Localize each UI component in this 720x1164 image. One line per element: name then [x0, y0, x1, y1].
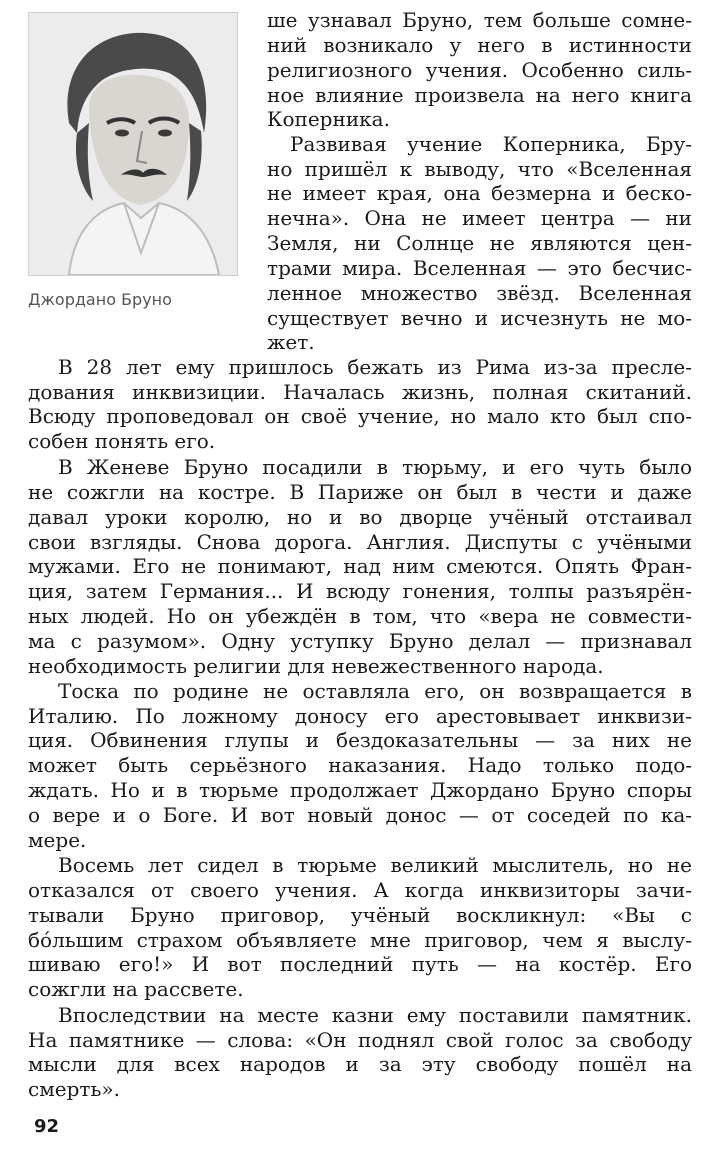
text-line: необходимость религии для невежественного народа. [28, 654, 604, 678]
text-line: не имеет края, она безмерна и беско- [267, 181, 692, 205]
text-line: На памятнике — слова: «Он поднял свой голос за свободу [28, 1028, 692, 1052]
text-line: ждать. Но и в тюрьме продолжает Джордано Бруно споры [28, 778, 692, 802]
text-line: религиозного учения. Особенно силь- [267, 58, 692, 82]
text-line: существует вечно и исчезнуть не мо- [267, 306, 692, 330]
text-line: собен понять его. [28, 429, 216, 453]
text-line: ше узнавал Бруно, тем больше сомне- [267, 8, 692, 32]
text-line: ленное множество звёзд. Вселенная [267, 281, 692, 305]
text-line: ма с разумом». Одну уступку Бруно делал — признавал [28, 629, 692, 653]
text-line: жет. [267, 330, 315, 354]
portrait-figure [28, 12, 238, 276]
text-line: не сожгли на костре. В Париже он был в чести и даже [28, 480, 692, 504]
text-line: бóльшим страхом объявляете мне приговор, чем я выслу- [28, 928, 692, 952]
text-line: Земля, ни Солнце не являются цен- [267, 231, 692, 255]
text-line: нечна». Она не имеет центра — ни [267, 206, 692, 230]
paragraph-start: Тоска по родине не оставляла его, он возвращается в [58, 679, 692, 703]
text-line: мужами. Его не понимают, над ним смеются. Опять Фран- [28, 554, 692, 578]
text-line: ция. Обвинения глупы и бездоказательны — за них не [28, 728, 692, 752]
text-line: тывали Бруно приговор, учёный воскликнул: «Вы с [28, 903, 692, 927]
text-line: ное влияние произвела на него книга [267, 83, 692, 107]
paragraph-start: В 28 лет ему пришлось бежать из Рима из-за пресле- [58, 355, 692, 379]
text-line: свои взгляды. Снова дорога. Англия. Диспуты с учёными [28, 530, 692, 554]
text-line: мысли для всех народов и за эту свободу пошёл на [28, 1052, 692, 1076]
paragraph-start: Развивая учение Коперника, Бру- [290, 132, 692, 156]
text-line: Италию. По ложному доносу его арестовывает инквизи- [28, 704, 692, 728]
text-line: может быть серьёзного наказания. Надо только подо- [28, 753, 692, 777]
text-line: Коперника. [267, 107, 390, 131]
text-line: ных людей. Но он убеждён в том, что «вера не совмести- [28, 604, 692, 628]
text-line: Всюду проповедовал он своё учение, но мало кто был спо- [28, 404, 692, 428]
paragraph-start: Впоследствии на месте казни ему поставили памятник. [58, 1003, 692, 1027]
portrait-image [29, 13, 237, 275]
text-line: сожгли на рассвете. [28, 977, 244, 1001]
page-number: 92 [34, 1116, 60, 1137]
figure-caption: Джордано Бруно [28, 290, 172, 309]
text-line: шиваю его!» И вот последний путь — на костёр. Его [28, 952, 692, 976]
text-line: дования инквизиции. Началась жизнь, полная скитаний. [28, 380, 692, 404]
text-line: но пришёл к выводу, что «Вселенная [267, 157, 692, 181]
text-line: давал уроки королю, но и во дворце учёный отстаивал [28, 505, 692, 529]
paragraph-start: В Женеве Бруно посадили в тюрьму, и его чуть было [58, 455, 692, 479]
text-line: ний возникало у него в истинности [267, 33, 692, 57]
paragraph-start: Восемь лет сидел в тюрьме великий мыслитель, но не [58, 853, 692, 877]
text-line: трами мира. Вселенная — это бесчис- [267, 256, 692, 280]
text-line: мере. [28, 828, 87, 852]
text-line: ция, затем Германия... И всюду гонения, толпы разъярён- [28, 579, 692, 603]
text-line: смерть». [28, 1077, 120, 1101]
text-line: отказался от своего учения. А когда инквизиторы зачи- [28, 878, 692, 902]
text-line: о вере и о Боге. И вот новый донос — от соседей по ка- [28, 803, 692, 827]
